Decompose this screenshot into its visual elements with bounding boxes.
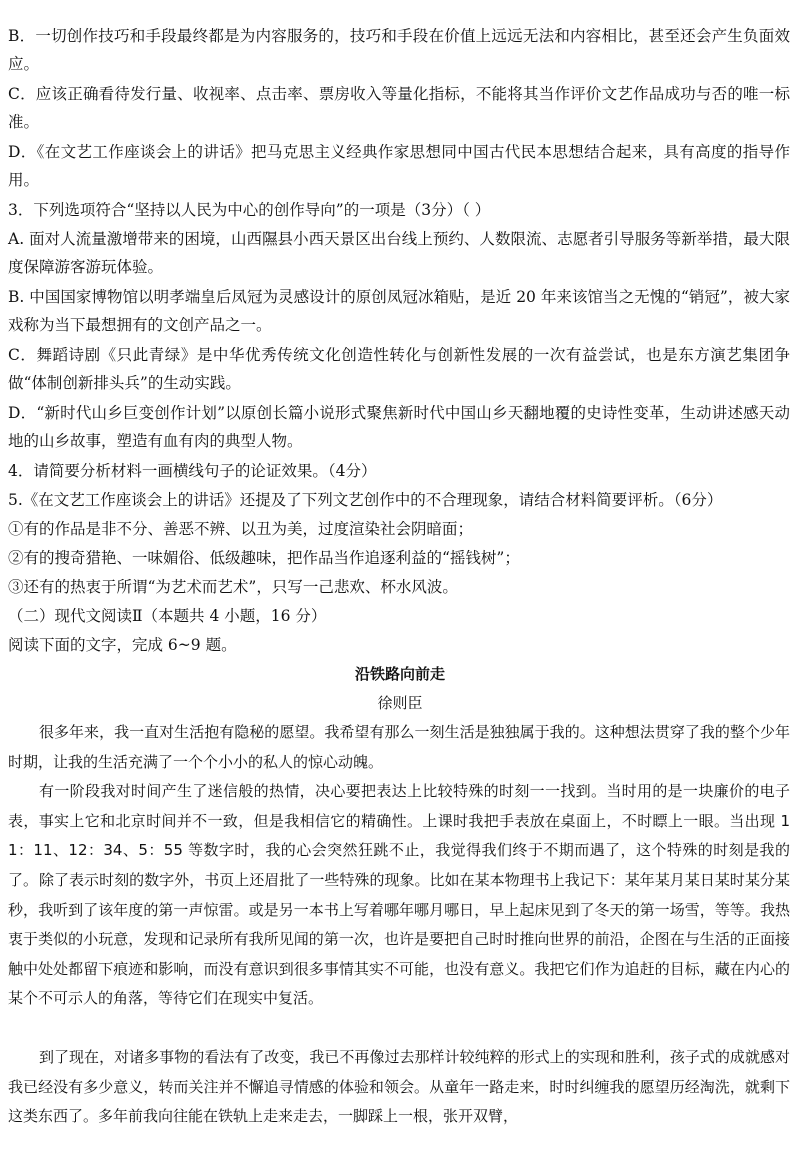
story-title: 沿铁路向前走 xyxy=(354,665,445,683)
question-5-item: ①有的作品是非不分、善恶不辨、以丑为美，过度渲染社会阴暗面； xyxy=(8,520,474,538)
option-3b: B. 中国国家博物馆以明孝端皇后凤冠为灵感设计的原创凤冠冰箱贴，是近 20 年来该馆当之无愧的“销冠”，被大家戏称为当下最想拥有的文创产品之一。 xyxy=(8,288,790,334)
story-author: 徐则臣 xyxy=(377,694,423,712)
section-heading: （二）现代文阅读Ⅱ（本题共 4 小题，16 分） xyxy=(8,607,327,625)
section-instruction: 阅读下面的文字，完成 6~9 题。 xyxy=(8,636,237,654)
story-paragraph: 很多年来，我一直对生活抱有隐秘的愿望。我希望有那么一刻生活是独独属于我的。这种想法贯穿了我的整个少年时期，让我的生活充满了一个个小小的私人的惊心动魄。 xyxy=(8,723,790,771)
option-3a: A. 面对人流量激增带来的困境，山西隰县小西天景区出台线上预约、人数限流、志愿者引导服务等新举措，最大限度保障游客游玩体验。 xyxy=(8,230,790,276)
story-paragraph: 到了现在，对诸多事物的看法有了改变，我已不再像过去那样计较纯粹的形式上的实现和胜利，孩子式的成就感对我已经没有多少意义，转而关注并不懈追寻情感的体验和领会。从童年一路走来，时时纠缠我的愿望历经淘洗，就剩下这类东西了。多年前我向往能在铁轨上走来走去，一脚踩上一根，张开双臂， xyxy=(8,1048,790,1125)
story-paragraph: 除了表示时刻的数字外，书页上还眉批了一些特殊的现象。比如在某本物理书上我记下：某年某月某日某时某分某秒，我听到了该年度的第一声惊雷。或是另一本书上写着哪年哪月哪日，早上起床见到了冬天的第一场雪，等等。我热衷于类似的小玩意，发现和记录所有我所见闻的第一次，也许是要把自己时时推向世界的前沿，企图在与生活的正面接触中处处都留下痕迹和影响，而没有意识到很多事情其实不可能，也没有意义。我把它们作为追赶的目标，藏在内心的某个不可示人的角落，等待它们在现实中复活。 xyxy=(8,871,790,1007)
option-2c: C．应该正确看待发行量、收视率、点击率、票房收入等量化指标，不能将其当作评价文艺作品成功与否的唯一标准。 xyxy=(8,85,790,131)
question-5-stem: 5.《在文艺工作座谈会上的讲话》还提及了下列文艺创作中的不合理现象，请结合材料简要评析。（6分） xyxy=(8,491,723,509)
question-3-stem: 3．下列选项符合“坚持以人民为中心的创作导向”的一项是（3分）（ ） xyxy=(8,201,491,219)
option-2d: D．《在文艺工作座谈会上的讲话》把马克思主义经典作家思想同中国古代民本思想结合起来，具有高度的指导作用。 xyxy=(8,143,790,189)
question-5-item: ③还有的热衷于所谓“为艺术而艺术”，只写一己悲欢、杯水风波。 xyxy=(8,578,458,596)
option-3c: C．舞蹈诗剧《只此青绿》是中华优秀传统文化创造性转化与创新性发展的一次有益尝试，也是东方演艺集团争做“体制创新排头兵”的生动实践。 xyxy=(8,346,790,392)
option-2b: B．一切创作技巧和手段最终都是为内容服务的，技巧和手段在价值上远远无法和内容相比，甚至还会产生负面效应。 xyxy=(8,27,790,73)
question-5-item: ②有的搜奇猎艳、一味媚俗、低级趣味，把作品当作追逐利益的“摇钱树”； xyxy=(8,549,520,567)
option-3d: D．“新时代山乡巨变创作计划”以原创长篇小说形式聚焦新时代中国山乡天翻地覆的史诗性变革，生动讲述感天动地的山乡故事，塑造有血有肉的典型人物。 xyxy=(8,404,790,450)
question-4: 4．请简要分析材料一画横线句子的论证效果。（4分） xyxy=(8,462,377,480)
story-paragraph: 有一阶段我对时间产生了迷信般的热情，决心要把表达上比较特殊的时刻一一找到。当时用的是一块廉价的电子表，事实上它和北京时间并不一致，但是我相信它的精确性。上课时我把手表放在桌面上，不时瞟上一眼。当出现 11：11、12：34、5：55 等数字时，我的心会突然狂跳不止，我觉得我们终于不期而遇了，这个特殊的时刻是我的了。 xyxy=(8,782,790,889)
